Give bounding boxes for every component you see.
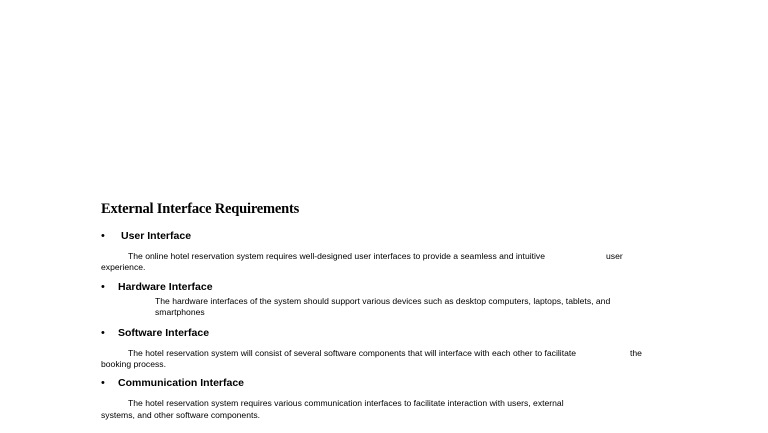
paragraph-line: experience. bbox=[101, 262, 146, 272]
paragraph-line: The hardware interfaces of the system should support various devices such as desktop computers, laptops, tablets, and bbox=[155, 296, 611, 306]
bullet-icon: • bbox=[101, 377, 105, 389]
paragraph-line: the bbox=[630, 348, 642, 358]
subsection-title-communication-interface: Communication Interface bbox=[118, 377, 245, 389]
paragraph-line: user bbox=[606, 251, 623, 261]
paragraph-line: The online hotel reservation system requires well-designed user interfaces to provide a seamless and intuitive bbox=[128, 251, 546, 261]
subsection-title-hardware-interface: Hardware Interface bbox=[118, 281, 213, 293]
paragraph-line: The hotel reservation system requires various communication interfaces to facilitate interaction with users, external bbox=[128, 398, 564, 408]
bullet-icon: • bbox=[101, 281, 105, 293]
subsection-title-software-interface: Software Interface bbox=[118, 327, 210, 339]
section-heading: External Interface Requirements bbox=[101, 201, 300, 217]
paragraph-line: smartphones bbox=[155, 307, 205, 317]
subsection-title-user-interface: User Interface bbox=[121, 230, 192, 242]
paragraph-line: The hotel reservation system will consist of several software components that will interface with each other to facilitate bbox=[128, 348, 577, 358]
bullet-icon: • bbox=[101, 230, 105, 242]
paragraph-line: systems, and other software components. bbox=[101, 410, 261, 420]
bullet-icon: • bbox=[101, 327, 105, 339]
paragraph-line: booking process. bbox=[101, 359, 166, 369]
